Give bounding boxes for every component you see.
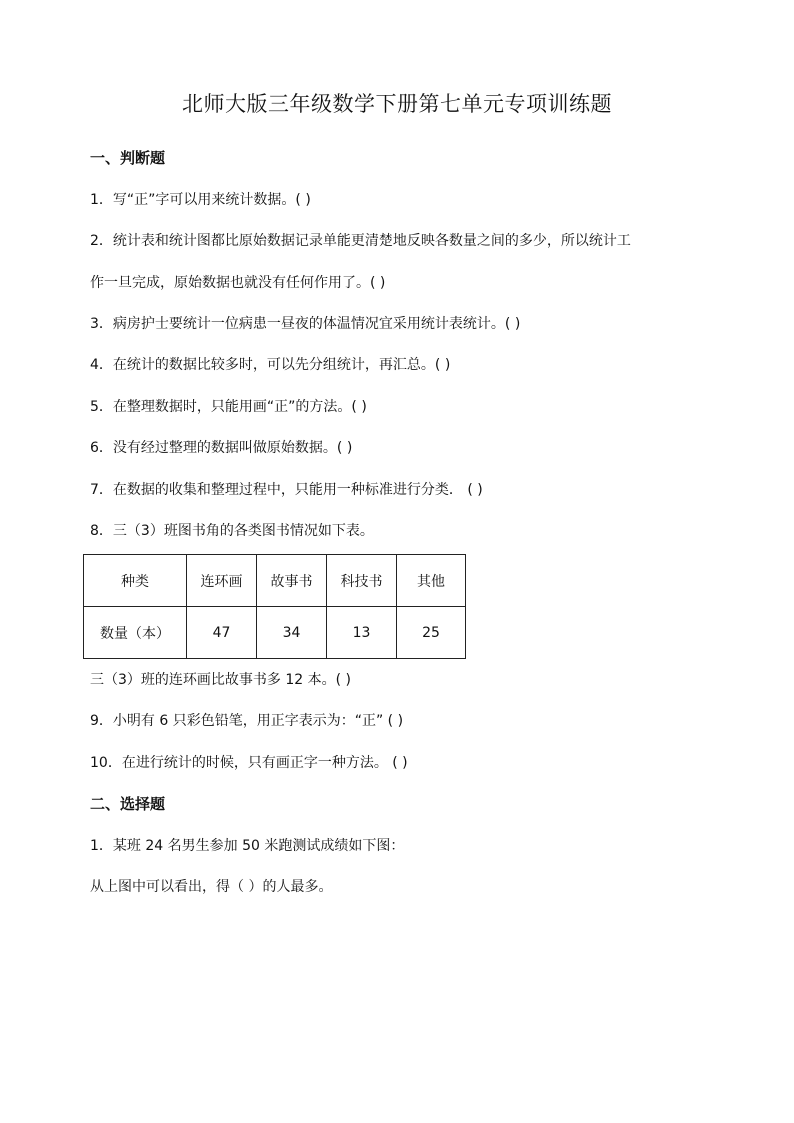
table-header-cell: 科技书 bbox=[327, 555, 397, 607]
table-row-label: 数量（本） bbox=[84, 607, 187, 659]
choice-question-1-followup: 从上图中可以看出，得（ ）的人最多。 bbox=[90, 879, 333, 895]
section-heading-judgment: 一、判断题 bbox=[90, 149, 166, 167]
question-7: 7．在数据的收集和整理过程中，只能用一种标准进行分类． ( ) bbox=[90, 482, 483, 498]
question-8: 8．三（3）班图书角的各类图书情况如下表。 bbox=[90, 523, 374, 539]
table-row bbox=[84, 607, 466, 659]
book-category-table bbox=[83, 554, 466, 659]
table-cell: 34 bbox=[257, 607, 327, 659]
table-header-row bbox=[84, 555, 466, 607]
question-4: 4．在统计的数据比较多时，可以先分组统计，再汇总。( ) bbox=[90, 357, 451, 373]
question-8-statement: 三（3）班的连环画比故事书多 12 本。( ) bbox=[90, 672, 351, 688]
question-10: 10．在进行统计的时候，只有画正字一种方法。 ( ) bbox=[90, 755, 408, 771]
question-5: 5．在整理数据时，只能用画“正”的方法。( ) bbox=[90, 399, 367, 415]
question-9: 9．小明有 6 只彩色铅笔，用正字表示为：“正” ( ) bbox=[90, 713, 404, 729]
question-3: 3．病房护士要统计一位病患一昼夜的体温情况宜采用统计表统计。( ) bbox=[90, 316, 521, 332]
choice-question-1: 1．某班 24 名男生参加 50 米跑测试成绩如下图： bbox=[90, 838, 405, 854]
table-cell: 25 bbox=[397, 607, 466, 659]
section-heading-choice: 二、选择题 bbox=[90, 795, 166, 813]
question-6: 6．没有经过整理的数据叫做原始数据。( ) bbox=[90, 440, 353, 456]
table-header-cell: 种类 bbox=[84, 555, 187, 607]
table-cell: 47 bbox=[187, 607, 257, 659]
table-header-cell: 连环画 bbox=[187, 555, 257, 607]
question-2-line-2: 作一旦完成，原始数据也就没有任何作用了。( ) bbox=[90, 275, 386, 291]
question-1: 1．写“正”字可以用来统计数据。( ) bbox=[90, 192, 311, 208]
table-cell: 13 bbox=[327, 607, 397, 659]
question-2-line-1: 2．统计表和统计图都比原始数据记录单能更清楚地反映各数量之间的多少，所以统计工 bbox=[90, 233, 631, 249]
table-header-cell: 其他 bbox=[397, 555, 466, 607]
page-title: 北师大版三年级数学下册第七单元专项训练题 bbox=[182, 92, 612, 116]
table-header-cell: 故事书 bbox=[257, 555, 327, 607]
